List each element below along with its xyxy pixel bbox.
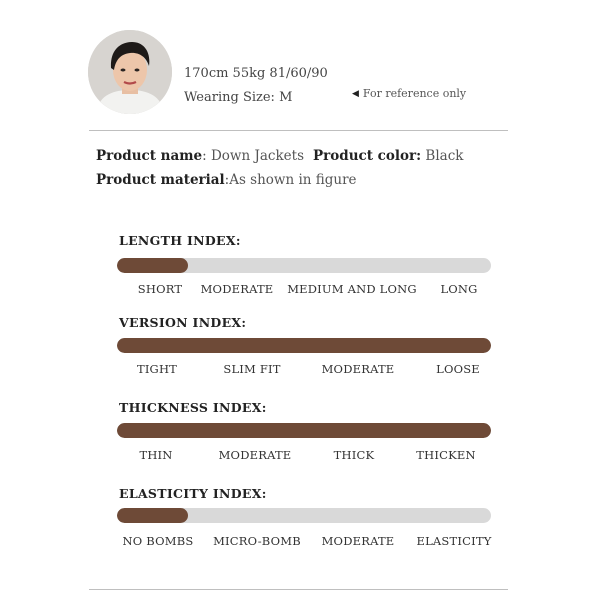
product-name-label: Product name xyxy=(96,148,203,164)
model-measurements: 170cm 55kg 81/60/90 xyxy=(184,66,328,81)
length-label-medium-long: MEDIUM AND LONG xyxy=(287,282,417,296)
product-color xyxy=(313,148,463,164)
product-name-value: : Down Jackets xyxy=(202,148,305,164)
version-label-tight: TIGHT xyxy=(136,362,178,376)
thickness-index-fill xyxy=(117,423,491,438)
triangle-left-icon: ◀ xyxy=(352,88,359,99)
version-label-slim-fit: SLIM FIT xyxy=(223,362,281,376)
elasticity-label-no-bombs: NO BOMBS xyxy=(122,534,194,548)
elasticity-index-title: ELASTICITY INDEX: xyxy=(119,486,267,501)
length-index-fill xyxy=(117,258,188,273)
product-name xyxy=(96,148,304,164)
length-label-moderate: MODERATE xyxy=(200,282,274,296)
product-color-value: Black xyxy=(421,148,464,164)
elasticity-label-moderate: MODERATE xyxy=(321,534,395,548)
thickness-label-thin: THIN xyxy=(139,448,173,462)
reference-note-text: For reference only xyxy=(362,87,467,100)
thickness-index-title: THICKNESS INDEX: xyxy=(119,400,267,415)
length-index-track xyxy=(117,258,491,273)
elasticity-index-track xyxy=(117,508,491,523)
thickness-label-thicken: THICKEN xyxy=(416,448,476,462)
product-material-label: Product material xyxy=(96,172,225,188)
version-index-title: VERSION INDEX: xyxy=(119,315,247,330)
model-wearing-size: Wearing Size: M xyxy=(184,90,293,105)
top-divider xyxy=(89,130,508,131)
elasticity-label-elasticity: ELASTICITY xyxy=(416,534,492,548)
product-material xyxy=(96,172,357,188)
length-label-long: LONG xyxy=(440,282,478,296)
thickness-label-moderate: MODERATE xyxy=(218,448,292,462)
bottom-divider xyxy=(89,589,508,590)
reference-note xyxy=(352,87,466,100)
version-index-fill xyxy=(117,338,491,353)
product-color-label: Product color: xyxy=(313,148,422,164)
thickness-label-thick: THICK xyxy=(333,448,375,462)
version-label-loose: LOOSE xyxy=(436,362,480,376)
length-index-title: LENGTH INDEX: xyxy=(119,233,241,248)
model-avatar xyxy=(88,30,172,114)
elasticity-index-fill xyxy=(117,508,188,523)
thickness-index-track xyxy=(117,423,491,438)
model-portrait-icon xyxy=(88,30,172,114)
version-label-moderate: MODERATE xyxy=(321,362,395,376)
elasticity-label-micro-bomb: MICRO-BOMB xyxy=(213,534,301,548)
product-material-value: :As shown in figure xyxy=(224,172,357,188)
length-label-short: SHORT xyxy=(137,282,183,296)
version-index-track xyxy=(117,338,491,353)
